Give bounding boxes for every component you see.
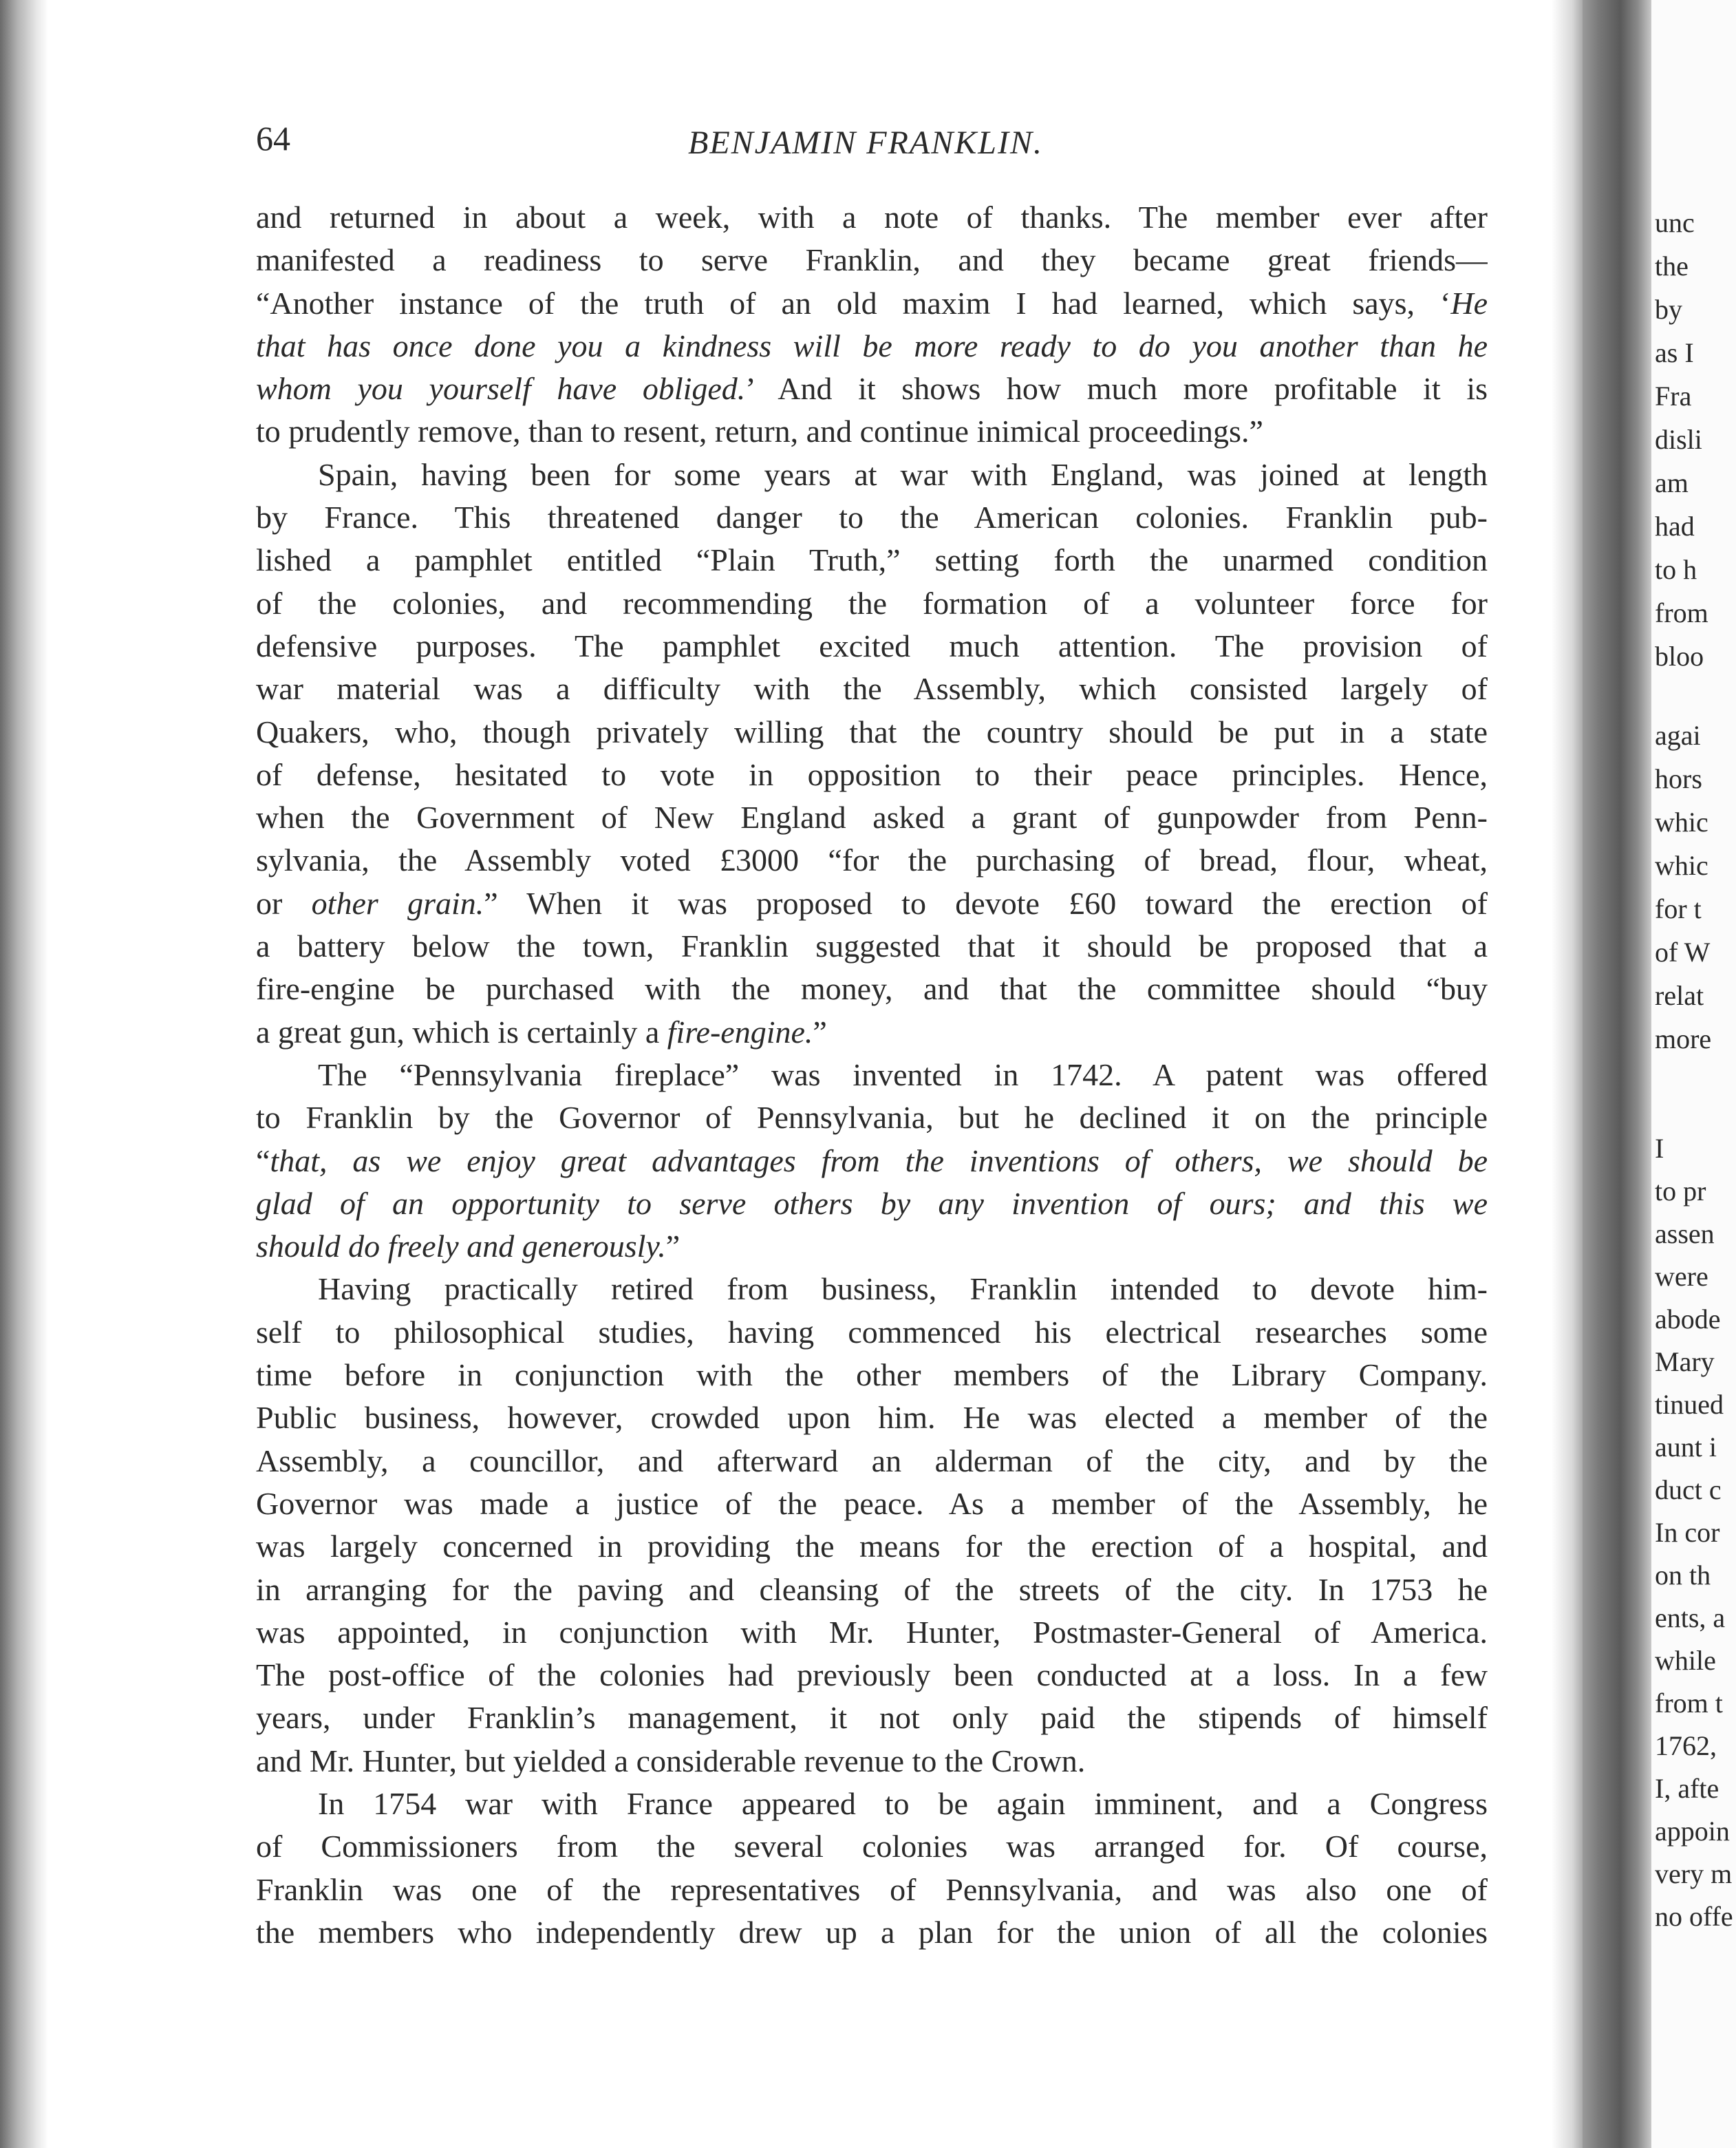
text-line bbox=[256, 496, 1488, 539]
text-run: The post-office of the colonies had previously been conducted at a loss. In a few bbox=[256, 1657, 1488, 1693]
book-left-edge bbox=[0, 0, 48, 2148]
facing-page-line: In cor bbox=[1655, 1517, 1720, 1548]
facing-page-line: on th bbox=[1655, 1560, 1711, 1591]
text-run: “Another instance of the truth of an old maxim I had learned, which says, ‘ bbox=[256, 285, 1451, 321]
text-run: Quakers, who, though privately willing that the country should be put in a state bbox=[256, 714, 1488, 749]
facing-page-line: appoin bbox=[1655, 1816, 1730, 1847]
facing-page-line: while bbox=[1655, 1645, 1716, 1676]
text-run: ” bbox=[665, 1229, 681, 1264]
text-line bbox=[256, 1268, 1488, 1310]
text-run: the members who independently drew up a plan for the union of all the colonies bbox=[256, 1914, 1488, 1950]
text-run: Having practically retired from business, Franklin intended to devote him- bbox=[318, 1271, 1488, 1307]
text-run: and returned in about a week, with a note of thanks. The member ever after bbox=[256, 200, 1488, 235]
facing-page-line: disli bbox=[1655, 424, 1702, 455]
text-line bbox=[256, 1440, 1488, 1482]
text-line bbox=[256, 1825, 1488, 1868]
text-run: Franklin was one of the representatives of Pennsylvania, and was also one of bbox=[256, 1871, 1488, 1907]
text-run: In 1754 war with France appeared to be again imminent, and a Congress bbox=[318, 1785, 1488, 1821]
text-run: ” bbox=[813, 1014, 827, 1050]
facing-page-line: Fra bbox=[1655, 381, 1692, 412]
text-run: manifested a readiness to serve Franklin, and they became great friends— bbox=[256, 242, 1488, 278]
facing-page-line: no offe bbox=[1655, 1901, 1733, 1932]
facing-page-line: from t bbox=[1655, 1688, 1723, 1719]
facing-page-line: for t bbox=[1655, 893, 1702, 924]
facing-page-line: abode bbox=[1655, 1304, 1721, 1334]
text-line bbox=[256, 1482, 1488, 1525]
facing-page-line: hors bbox=[1655, 763, 1702, 794]
text-line bbox=[256, 1311, 1488, 1354]
italic-text-run: whom you yourself have obliged. bbox=[256, 371, 746, 407]
italic-text-run: glad of an opportunity to serve others by any invention of ours; and this we bbox=[256, 1185, 1488, 1221]
text-run: or bbox=[256, 885, 312, 921]
text-run: to Franklin by the Governor of Pennsylvania, but he declined it on the principle bbox=[256, 1100, 1488, 1136]
text-line bbox=[256, 325, 1488, 368]
text-line bbox=[256, 368, 1488, 410]
text-line bbox=[256, 1525, 1488, 1568]
italic-text-run: He bbox=[1450, 285, 1488, 321]
facing-page-line: relat bbox=[1655, 980, 1704, 1011]
text-run: sylvania, the Assembly voted £3000 “for the purchasing of bread, flour, wheat, bbox=[256, 842, 1488, 878]
text-line bbox=[256, 1182, 1488, 1225]
text-line bbox=[256, 1783, 1488, 1825]
text-line bbox=[256, 1225, 1488, 1268]
text-run: Governor was made a justice of the peace. As a member of the Assembly, he bbox=[256, 1485, 1488, 1521]
text-run: The “Pennsylvania fireplace” was invented in 1742. A patent was offered bbox=[318, 1056, 1488, 1092]
text-run: defensive purposes. The pamphlet excited much attention. The provision of bbox=[256, 628, 1488, 663]
text-line bbox=[256, 196, 1488, 239]
facing-page-line: were bbox=[1655, 1261, 1708, 1292]
facing-page-line: unc bbox=[1655, 207, 1695, 238]
facing-page-line: 1762, bbox=[1655, 1730, 1717, 1761]
text-run: of defense, hesitated to vote in opposition to their peace principles. Hence, bbox=[256, 756, 1488, 792]
facing-page-line: I bbox=[1655, 1133, 1664, 1164]
facing-page-line: am bbox=[1655, 467, 1689, 498]
text-line bbox=[256, 410, 1488, 453]
text-run: time before in conjunction with the other members of the Library Company. bbox=[256, 1357, 1488, 1393]
body-text bbox=[256, 196, 1488, 1954]
text-run: years, under Franklin’s management, it not only paid the stipends of himself bbox=[256, 1700, 1488, 1736]
text-line bbox=[256, 711, 1488, 754]
text-line bbox=[256, 1911, 1488, 1954]
facing-page-line: tinued bbox=[1655, 1389, 1724, 1420]
text-line bbox=[256, 1396, 1488, 1439]
text-line bbox=[256, 668, 1488, 710]
text-line bbox=[256, 968, 1488, 1010]
text-run: ” When it was proposed to devote £60 toward the erection of bbox=[484, 885, 1488, 921]
text-run: and Mr. Hunter, but yielded a considerable revenue to the Crown. bbox=[256, 1743, 1086, 1778]
facing-page-line: duct c bbox=[1655, 1474, 1722, 1505]
italic-text-run: fire-engine. bbox=[667, 1014, 813, 1050]
text-run: to prudently remove, than to resent, return, and continue inimical proceedings.” bbox=[256, 414, 1263, 449]
facing-page-line: more bbox=[1655, 1023, 1712, 1054]
facing-page-line: Mary bbox=[1655, 1346, 1715, 1377]
text-run: was appointed, in conjunction with Mr. Hunter, Postmaster-General of America. bbox=[256, 1614, 1488, 1650]
page-number: 64 bbox=[256, 119, 290, 158]
facing-page-line: whic bbox=[1655, 850, 1708, 881]
facing-page-fragment bbox=[1651, 0, 1736, 2148]
italic-text-run: other grain. bbox=[311, 885, 484, 921]
facing-page-line: bloo bbox=[1655, 641, 1704, 672]
facing-page-line: as I bbox=[1655, 337, 1694, 368]
text-line bbox=[256, 1140, 1488, 1182]
italic-text-run: that has once done you a kindness will be more ready to do you another than he bbox=[256, 328, 1488, 363]
italic-text-run: should do freely and generously. bbox=[256, 1229, 666, 1264]
text-line bbox=[256, 454, 1488, 496]
text-line bbox=[256, 839, 1488, 882]
text-run: Assembly, a councillor, and afterward an alderman of the city, and by the bbox=[256, 1443, 1488, 1478]
text-line bbox=[256, 1740, 1488, 1783]
text-run: self to philosophical studies, having commenced his electrical researches some bbox=[256, 1314, 1488, 1350]
facing-page-line: I, afte bbox=[1655, 1773, 1719, 1804]
text-line bbox=[256, 282, 1488, 325]
text-line bbox=[256, 1654, 1488, 1697]
italic-text-run: that, as we enjoy great advantages from the inventions of others, we should be bbox=[270, 1142, 1488, 1178]
text-line bbox=[256, 239, 1488, 281]
text-line bbox=[256, 1869, 1488, 1911]
text-run: a battery below the town, Franklin suggested that it should be proposed that a bbox=[256, 928, 1488, 964]
text-run: in arranging for the paving and cleansing of the streets of the city. In 1753 he bbox=[256, 1571, 1488, 1607]
facing-page-line: had bbox=[1655, 511, 1695, 542]
text-line bbox=[256, 539, 1488, 582]
text-run: when the Government of New England asked a grant of gunpowder from Penn- bbox=[256, 800, 1488, 836]
text-line bbox=[256, 882, 1488, 925]
text-run: war material was a difficulty with the Assembly, which consisted largely of bbox=[256, 671, 1488, 707]
text-line bbox=[256, 796, 1488, 839]
text-run: ’ And it shows how much more profitable it is bbox=[745, 371, 1488, 407]
facing-page-line: to h bbox=[1655, 554, 1697, 585]
facing-page-line: assen bbox=[1655, 1218, 1715, 1249]
text-run: by France. This threatened danger to the American colonies. Franklin pub- bbox=[256, 500, 1488, 535]
text-line bbox=[256, 925, 1488, 968]
text-line bbox=[256, 1011, 1488, 1054]
text-line bbox=[256, 1611, 1488, 1654]
facing-page-line: agai bbox=[1655, 720, 1701, 751]
facing-page-line: the bbox=[1655, 251, 1689, 281]
facing-page-line: ents, a bbox=[1655, 1602, 1726, 1633]
text-run: of the colonies, and recommending the formation of a volunteer force for bbox=[256, 585, 1488, 621]
text-line bbox=[256, 582, 1488, 625]
book-gutter bbox=[1583, 0, 1651, 2148]
text-run: “ bbox=[256, 1142, 270, 1178]
text-run: fire-engine be purchased with the money, and that the committee should “buy bbox=[256, 971, 1488, 1007]
text-line bbox=[256, 1354, 1488, 1396]
page-gutter-shadow bbox=[1552, 0, 1586, 2148]
text-run: lished a pamphlet entitled “Plain Truth,” setting forth the unarmed condition bbox=[256, 542, 1488, 578]
text-run: of Commissioners from the several colonies was arranged for. Of course, bbox=[256, 1829, 1488, 1864]
text-line bbox=[256, 1096, 1488, 1139]
facing-page-line: aunt i bbox=[1655, 1432, 1717, 1463]
facing-page-line: of W bbox=[1655, 937, 1711, 968]
facing-page-line: whic bbox=[1655, 807, 1708, 838]
text-run: Spain, having been for some years at war with England, was joined at length bbox=[318, 456, 1488, 492]
facing-page-line: very m bbox=[1655, 1858, 1733, 1889]
facing-page-line: by bbox=[1655, 294, 1682, 325]
text-run: a great gun, which is certainly a bbox=[256, 1014, 667, 1050]
running-head: BENJAMIN FRANKLIN. bbox=[688, 125, 1043, 161]
text-line bbox=[256, 1697, 1488, 1739]
text-run: was largely concerned in providing the means for the erection of a hospital, and bbox=[256, 1529, 1488, 1564]
text-line bbox=[256, 1569, 1488, 1611]
text-line bbox=[256, 1054, 1488, 1096]
text-line bbox=[256, 625, 1488, 668]
facing-page-line: from bbox=[1655, 597, 1708, 628]
facing-page-line: to pr bbox=[1655, 1176, 1706, 1206]
text-run: Public business, however, crowded upon him. He was elected a member of the bbox=[256, 1400, 1488, 1436]
text-line bbox=[256, 754, 1488, 796]
